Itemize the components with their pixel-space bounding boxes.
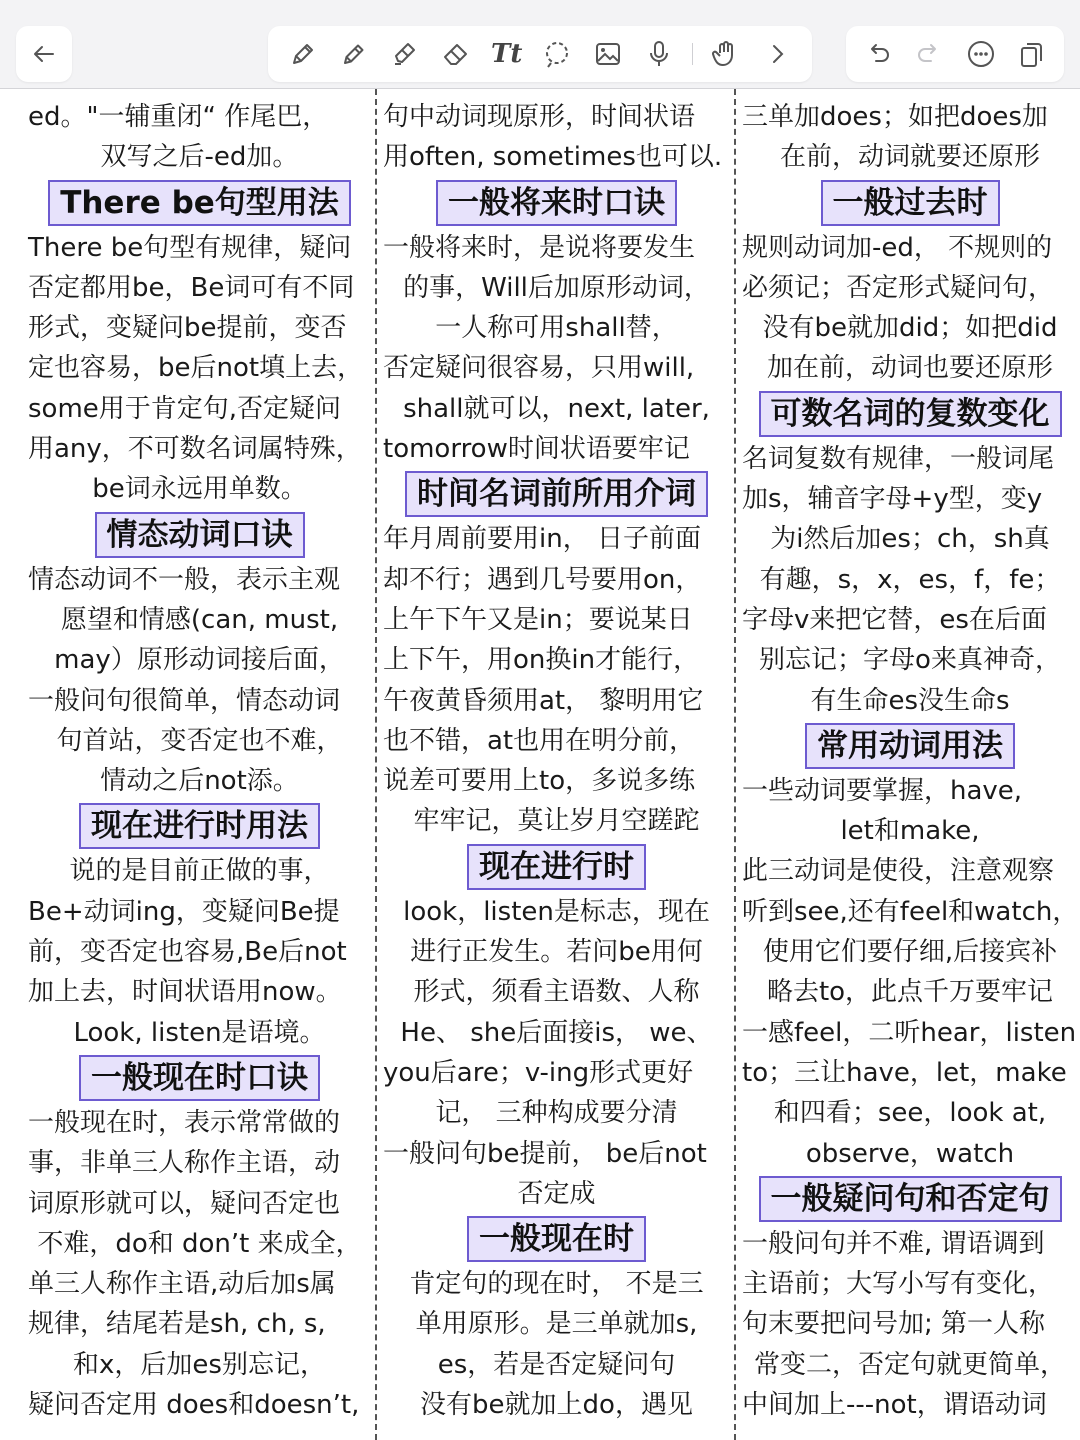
- toolbar: [0, 0, 1080, 89]
- note-line: tomorrow时间状语要牢记: [383, 434, 690, 465]
- note-line: Look, listen是语境。: [73, 1017, 326, 1048]
- note-line: 名词复数有规律，一般词尾: [742, 443, 1055, 474]
- note-line: may）原形动词接后面，: [54, 645, 345, 676]
- note-line: 加上去，时间状语用now。: [28, 977, 342, 1008]
- note-line: 规则动词加-ed， 不规则的: [742, 232, 1053, 263]
- undo-icon[interactable]: [860, 36, 896, 72]
- note-column-1: [0, 89, 375, 1440]
- note-line: 前，变否定也容易,Be后not: [28, 937, 347, 968]
- note-line: look，listen是标志，现在: [403, 896, 710, 927]
- note-line: 一般将来时，是说将要发生: [383, 232, 696, 263]
- note-line: 常变二，否定句就更简单，: [753, 1349, 1066, 1380]
- note-page[interactable]: [0, 89, 1080, 1440]
- heading-modal-verbs: 情态动词口诀: [95, 512, 305, 558]
- heading-time-prepositions: 时间名词前所用介词: [405, 471, 708, 517]
- note-line: 的事，Will后加原形动词，: [403, 272, 710, 303]
- note-line: He、 she后面接is， we、: [400, 1017, 713, 1048]
- note-line: 却不行；遇到几号要用on，: [383, 564, 702, 595]
- note-line: shall就可以，next, later,: [403, 393, 710, 424]
- note-column-2: [375, 89, 734, 1440]
- note-line: 略去to，此点千万要牢记: [766, 977, 1054, 1008]
- pencil-icon[interactable]: [336, 36, 372, 72]
- note-line: 没有be就加上do，遇见: [420, 1390, 693, 1421]
- back-button[interactable]: [16, 26, 72, 82]
- heading-plural-nouns: 可数名词的复数变化: [759, 391, 1062, 437]
- tool-divider: [692, 43, 693, 65]
- note-line: ed。"一辅重闭“ 作尾巴，: [28, 102, 329, 132]
- note-line: some用于肯定句,否定疑问: [28, 393, 342, 424]
- note-line: 进行正发生。若问be用何: [410, 937, 703, 968]
- note-line: 主语前；大写小写有变化，: [742, 1269, 1055, 1300]
- note-line: 记， 三种构成要分清: [435, 1098, 678, 1129]
- redo-icon[interactable]: [911, 36, 947, 72]
- note-line: 也不错，at也用在明分前，: [383, 725, 696, 756]
- note-line: 一般问句并不难, 谓语调到: [742, 1228, 1045, 1259]
- note-line: 用any，不可数名词属特殊，: [28, 434, 362, 465]
- note-line: 有趣，s，x，es，f，fe；: [759, 564, 1061, 595]
- note-line: 字母v来把它替，es在后面: [742, 604, 1047, 635]
- note-line: 为i然后加es；ch，sh真: [770, 524, 1050, 555]
- note-line: 否定都用be，Be词可有不同: [28, 272, 355, 303]
- note-line: you后are；v-ing形式更好: [383, 1057, 694, 1088]
- lasso-icon[interactable]: [539, 36, 575, 72]
- heading-present-progressive-usage: 现在进行时用法: [79, 803, 320, 849]
- note-line: There be句型有规律，疑问: [28, 232, 352, 263]
- note-line: 句中动词现原形，时间状语: [383, 102, 696, 132]
- heading-common-verbs: 常用动词用法: [805, 723, 1015, 769]
- note-line: 句末要把问号加; 第一人称: [742, 1309, 1046, 1340]
- arrow-left-icon: [26, 36, 62, 72]
- heading-simple-future-rhyme: 一般将来时口诀: [436, 180, 677, 226]
- note-line: 单三人称作主语,动后加s属: [28, 1269, 336, 1300]
- note-line: es，若是否定疑问句: [437, 1349, 676, 1380]
- note-line: 一感feel，二听hear，listen: [742, 1017, 1077, 1048]
- note-line: 加s，辅音字母+y型，变y: [742, 484, 1043, 515]
- pen-icon[interactable]: [285, 36, 321, 72]
- note-line: 定也容易，be后not填上去，: [28, 353, 364, 384]
- note-line: 有生命es没生命s: [810, 685, 1010, 716]
- note-line: 上午下午又是in；要说某日: [383, 604, 693, 635]
- heading-present-progressive: 现在进行时: [467, 844, 646, 890]
- heading-questions-negatives: 一般疑问句和否定句: [759, 1176, 1062, 1222]
- heading-simple-past: 一般过去时: [821, 180, 1000, 226]
- note-line: to；三让have，let，make: [742, 1057, 1067, 1088]
- note-line: 单用原形。是三单就加s,: [415, 1309, 698, 1340]
- note-line: 情动之后not添。: [100, 766, 299, 797]
- pages-icon[interactable]: [1014, 36, 1050, 72]
- note-line: 别忘记；字母o来真神奇，: [759, 645, 1061, 676]
- note-line: observe，watch: [805, 1138, 1015, 1169]
- note-line: 此三动词是使役，注意观察: [742, 856, 1055, 887]
- chevron-right-icon[interactable]: [759, 36, 795, 72]
- note-line: 听到see,还有feel和watch，: [742, 896, 1079, 927]
- note-line: 事，非单三人称作主语，动: [28, 1148, 341, 1179]
- note-line: 说的是目前正做的事，: [69, 856, 330, 887]
- note-line: 句首站，变否定也不难，: [56, 725, 343, 756]
- note-line: 必须记；否定形式疑问句，: [742, 272, 1055, 303]
- note-line: 愿望和情感(can, must,: [60, 604, 339, 635]
- note-line: 牢牢记，莫让岁月空蹉跎: [413, 806, 700, 837]
- note-line: 一般问句很简单，情态动词: [28, 685, 341, 716]
- note-line: 和四看；see，look at,: [773, 1098, 1047, 1129]
- note-line: 和x，后加es别忘记，: [73, 1349, 326, 1380]
- heading-simple-present: 一般现在时: [467, 1216, 646, 1262]
- note-line: 三单加does；如把does加: [742, 102, 1048, 132]
- note-line: 不难，do和 don’t 来成全，: [37, 1228, 362, 1259]
- note-line: 否定成: [517, 1178, 596, 1209]
- note-line: 在前，动词就要还原形: [779, 142, 1040, 173]
- highlighter-icon[interactable]: [387, 36, 423, 72]
- note-line: 上下午，用on换in才能行，: [383, 645, 700, 676]
- note-line: 情态动词不一般，表示主观: [28, 564, 341, 595]
- note-line: be词永远用单数。: [92, 474, 307, 505]
- note-line: let和make,: [840, 816, 980, 847]
- document-actions: [846, 26, 1064, 82]
- note-line: 规律，结尾若是sh, ch, s,: [28, 1309, 326, 1340]
- text-icon[interactable]: Tt: [490, 39, 523, 69]
- hand-icon[interactable]: [708, 36, 744, 72]
- eraser-icon[interactable]: [438, 36, 474, 72]
- note-line: 双写之后-ed加。: [100, 142, 299, 173]
- note-line: 一人称可用shall替，: [435, 313, 678, 344]
- note-line: 没有be就加did；如把did: [762, 313, 1058, 344]
- note-line: 年月周前要用in， 日子前面: [383, 524, 701, 555]
- more-icon[interactable]: [963, 36, 999, 72]
- note-line: 加在前，动词也要还原形: [766, 353, 1053, 384]
- note-line: 形式，须看主语数、人称: [413, 977, 700, 1008]
- note-line: 一般问句be提前， be后not: [383, 1138, 707, 1169]
- note-line: 用often, sometimes也可以.: [383, 142, 723, 173]
- heading-simple-present-rhyme: 一般现在时口诀: [79, 1055, 320, 1101]
- note-line: 午夜黄昏须用at， 黎明用它: [383, 685, 704, 716]
- note-line: 中间加上---not，谓语动词: [742, 1390, 1047, 1421]
- heading-there-be: There be句型用法: [48, 180, 351, 226]
- microphone-icon[interactable]: [641, 36, 677, 72]
- note-line: 肯定句的现在时， 不是三: [409, 1269, 704, 1300]
- note-line: 形式，变疑问be提前，变否: [28, 313, 347, 344]
- note-line: 一般现在时，表示常常做的: [28, 1107, 341, 1138]
- note-line: Be+动词ing，变疑问Be提: [28, 896, 340, 927]
- tool-palette: [268, 26, 812, 82]
- note-column-3: [734, 89, 1080, 1440]
- note-line: 使用它们要仔细,后接宾补: [762, 937, 1058, 968]
- note-line: 否定疑问很容易，只用will,: [383, 353, 695, 384]
- note-line: 说差可要用上to，多说多练: [383, 766, 696, 797]
- note-line: 疑问否定用 does和doesn’t,: [28, 1390, 360, 1421]
- note-line: 一些动词要掌握，have,: [742, 775, 1023, 806]
- image-icon[interactable]: [590, 36, 626, 72]
- note-line: 词原形就可以，疑问否定也: [28, 1188, 341, 1219]
